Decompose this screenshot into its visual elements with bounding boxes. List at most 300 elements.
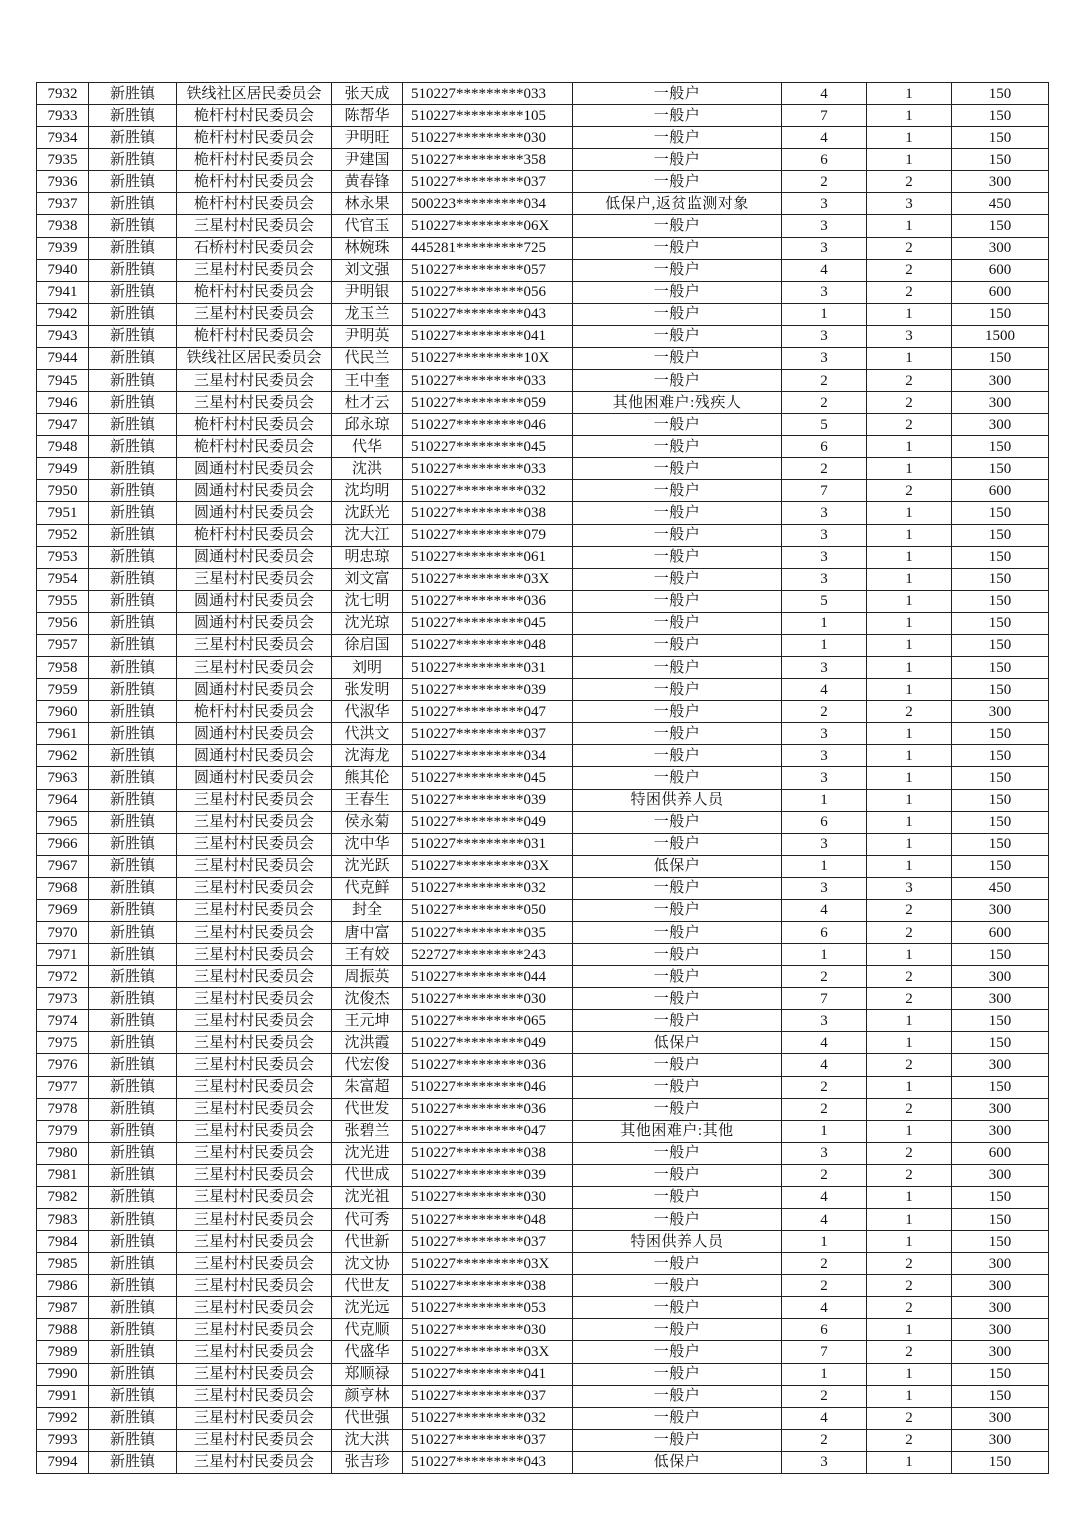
id-number-cell: 510227*********033 <box>403 83 573 105</box>
household-type-cell: 一般户 <box>573 811 782 833</box>
id-number-cell: 510227*********037 <box>403 723 573 745</box>
table-row <box>37 1253 1049 1275</box>
count-cell: 1 <box>867 1208 952 1230</box>
amount-cell: 150 <box>952 1208 1049 1230</box>
serial-number-cell: 7973 <box>37 988 89 1010</box>
count-cell: 2 <box>867 259 952 281</box>
table-row <box>37 1054 1049 1076</box>
committee-cell: 桅杆村村民委员会 <box>177 149 332 171</box>
name-cell: 侯永菊 <box>332 811 403 833</box>
committee-cell: 三星村村民委员会 <box>177 1429 332 1451</box>
town-cell: 新胜镇 <box>89 988 177 1010</box>
table-row <box>37 1231 1049 1253</box>
amount-cell: 150 <box>952 502 1049 524</box>
count-cell: 1 <box>867 679 952 701</box>
count-cell: 1 <box>867 745 952 767</box>
household-type-cell: 一般户 <box>573 568 782 590</box>
amount-cell: 300 <box>952 1275 1049 1297</box>
name-cell: 沈光远 <box>332 1297 403 1319</box>
committee-cell: 铁线社区居民委员会 <box>177 83 332 105</box>
count-cell: 2 <box>867 392 952 414</box>
id-number-cell: 510227*********033 <box>403 370 573 392</box>
serial-number-cell: 7978 <box>37 1098 89 1120</box>
serial-number-cell: 7975 <box>37 1032 89 1054</box>
amount-cell: 300 <box>952 1164 1049 1186</box>
committee-cell: 圆通村村民委员会 <box>177 612 332 634</box>
household-size-cell: 6 <box>782 436 867 458</box>
serial-number-cell: 7981 <box>37 1164 89 1186</box>
committee-cell: 三星村村民委员会 <box>177 921 332 943</box>
count-cell: 1 <box>867 1451 952 1473</box>
amount-cell: 300 <box>952 1098 1049 1120</box>
table-row <box>37 767 1049 789</box>
id-number-cell: 500223*********034 <box>403 193 573 215</box>
amount-cell: 450 <box>952 193 1049 215</box>
table-row <box>37 1363 1049 1385</box>
serial-number-cell: 7986 <box>37 1275 89 1297</box>
town-cell: 新胜镇 <box>89 414 177 436</box>
count-cell: 1 <box>867 789 952 811</box>
town-cell: 新胜镇 <box>89 1319 177 1341</box>
count-cell: 1 <box>867 127 952 149</box>
id-number-cell: 510227*********032 <box>403 877 573 899</box>
committee-cell: 圆通村村民委员会 <box>177 546 332 568</box>
serial-number-cell: 7952 <box>37 524 89 546</box>
serial-number-cell: 7994 <box>37 1451 89 1473</box>
id-number-cell: 510227*********10X <box>403 347 573 369</box>
town-cell: 新胜镇 <box>89 1297 177 1319</box>
serial-number-cell: 7947 <box>37 414 89 436</box>
household-size-cell: 3 <box>782 1010 867 1032</box>
committee-cell: 三星村村民委员会 <box>177 370 332 392</box>
household-type-cell: 一般户 <box>573 1164 782 1186</box>
committee-cell: 圆通村村民委员会 <box>177 723 332 745</box>
household-size-cell: 2 <box>782 1076 867 1098</box>
amount-cell: 150 <box>952 215 1049 237</box>
id-number-cell: 510227*********043 <box>403 303 573 325</box>
name-cell: 代世成 <box>332 1164 403 1186</box>
town-cell: 新胜镇 <box>89 259 177 281</box>
amount-cell: 150 <box>952 833 1049 855</box>
household-type-cell: 一般户 <box>573 215 782 237</box>
committee-cell: 铁线社区居民委员会 <box>177 347 332 369</box>
town-cell: 新胜镇 <box>89 215 177 237</box>
table-row <box>37 480 1049 502</box>
table-row <box>37 83 1049 105</box>
serial-number-cell: 7950 <box>37 480 89 502</box>
table-row <box>37 723 1049 745</box>
household-type-cell: 一般户 <box>573 966 782 988</box>
town-cell: 新胜镇 <box>89 1407 177 1429</box>
serial-number-cell: 7966 <box>37 833 89 855</box>
table-row <box>37 1341 1049 1363</box>
town-cell: 新胜镇 <box>89 1341 177 1363</box>
household-type-cell: 一般户 <box>573 1253 782 1275</box>
count-cell: 1 <box>867 811 952 833</box>
name-cell: 林婉珠 <box>332 237 403 259</box>
committee-cell: 三星村村民委员会 <box>177 568 332 590</box>
table-row <box>37 347 1049 369</box>
serial-number-cell: 7945 <box>37 370 89 392</box>
count-cell: 1 <box>867 590 952 612</box>
town-cell: 新胜镇 <box>89 1142 177 1164</box>
committee-cell: 圆通村村民委员会 <box>177 767 332 789</box>
town-cell: 新胜镇 <box>89 171 177 193</box>
name-cell: 沈大洪 <box>332 1429 403 1451</box>
amount-cell: 150 <box>952 855 1049 877</box>
household-size-cell: 3 <box>782 1451 867 1473</box>
amount-cell: 300 <box>952 701 1049 723</box>
committee-cell: 三星村村民委员会 <box>177 303 332 325</box>
id-number-cell: 510227*********045 <box>403 767 573 789</box>
amount-cell: 150 <box>952 149 1049 171</box>
household-type-cell: 一般户 <box>573 1076 782 1098</box>
name-cell: 黄春锋 <box>332 171 403 193</box>
household-size-cell: 4 <box>782 127 867 149</box>
id-number-cell: 510227*********036 <box>403 1098 573 1120</box>
amount-cell: 150 <box>952 1451 1049 1473</box>
town-cell: 新胜镇 <box>89 568 177 590</box>
committee-cell: 桅杆村村民委员会 <box>177 414 332 436</box>
name-cell: 刘明 <box>332 657 403 679</box>
name-cell: 代洪文 <box>332 723 403 745</box>
amount-cell: 150 <box>952 568 1049 590</box>
committee-cell: 三星村村民委员会 <box>177 1010 332 1032</box>
name-cell: 沈洪 <box>332 458 403 480</box>
town-cell: 新胜镇 <box>89 502 177 524</box>
committee-cell: 三星村村民委员会 <box>177 811 332 833</box>
town-cell: 新胜镇 <box>89 634 177 656</box>
committee-cell: 三星村村民委员会 <box>177 634 332 656</box>
count-cell: 1 <box>867 1385 952 1407</box>
household-type-cell: 一般户 <box>573 745 782 767</box>
town-cell: 新胜镇 <box>89 1231 177 1253</box>
committee-cell: 三星村村民委员会 <box>177 1275 332 1297</box>
id-number-cell: 510227*********038 <box>403 1142 573 1164</box>
household-size-cell: 1 <box>782 1363 867 1385</box>
amount-cell: 300 <box>952 1253 1049 1275</box>
count-cell: 2 <box>867 921 952 943</box>
town-cell: 新胜镇 <box>89 436 177 458</box>
household-size-cell: 4 <box>782 259 867 281</box>
household-type-cell: 一般户 <box>573 370 782 392</box>
town-cell: 新胜镇 <box>89 105 177 127</box>
id-number-cell: 510227*********056 <box>403 281 573 303</box>
household-size-cell: 6 <box>782 921 867 943</box>
serial-number-cell: 7989 <box>37 1341 89 1363</box>
count-cell: 2 <box>867 1253 952 1275</box>
table-row <box>37 833 1049 855</box>
name-cell: 代宏俊 <box>332 1054 403 1076</box>
count-cell: 1 <box>867 634 952 656</box>
table-row <box>37 590 1049 612</box>
household-type-cell: 一般户 <box>573 723 782 745</box>
committee-cell: 三星村村民委员会 <box>177 1142 332 1164</box>
amount-cell: 300 <box>952 966 1049 988</box>
id-number-cell: 510227*********039 <box>403 679 573 701</box>
committee-cell: 桅杆村村民委员会 <box>177 105 332 127</box>
count-cell: 2 <box>867 171 952 193</box>
amount-cell: 150 <box>952 745 1049 767</box>
serial-number-cell: 7971 <box>37 944 89 966</box>
household-size-cell: 3 <box>782 1142 867 1164</box>
household-type-cell: 一般户 <box>573 1010 782 1032</box>
name-cell: 沈光跃 <box>332 855 403 877</box>
household-type-cell: 一般户 <box>573 436 782 458</box>
id-number-cell: 510227*********033 <box>403 458 573 480</box>
count-cell: 3 <box>867 193 952 215</box>
serial-number-cell: 7951 <box>37 502 89 524</box>
data-table <box>36 82 1049 1474</box>
table-row <box>37 944 1049 966</box>
id-number-cell: 510227*********043 <box>403 1451 573 1473</box>
household-size-cell: 2 <box>782 701 867 723</box>
id-number-cell: 510227*********036 <box>403 1054 573 1076</box>
table-row <box>37 701 1049 723</box>
household-type-cell: 一般户 <box>573 127 782 149</box>
amount-cell: 300 <box>952 370 1049 392</box>
serial-number-cell: 7993 <box>37 1429 89 1451</box>
household-size-cell: 3 <box>782 237 867 259</box>
name-cell: 张碧兰 <box>332 1120 403 1142</box>
amount-cell: 300 <box>952 1120 1049 1142</box>
town-cell: 新胜镇 <box>89 480 177 502</box>
serial-number-cell: 7953 <box>37 546 89 568</box>
town-cell: 新胜镇 <box>89 524 177 546</box>
id-number-cell: 510227*********047 <box>403 701 573 723</box>
serial-number-cell: 7933 <box>37 105 89 127</box>
name-cell: 尹明旺 <box>332 127 403 149</box>
name-cell: 代世发 <box>332 1098 403 1120</box>
committee-cell: 三星村村民委员会 <box>177 1098 332 1120</box>
household-type-cell: 一般户 <box>573 988 782 1010</box>
count-cell: 1 <box>867 347 952 369</box>
amount-cell: 150 <box>952 127 1049 149</box>
count-cell: 1 <box>867 458 952 480</box>
table-row <box>37 502 1049 524</box>
town-cell: 新胜镇 <box>89 1451 177 1473</box>
committee-cell: 三星村村民委员会 <box>177 1319 332 1341</box>
town-cell: 新胜镇 <box>89 966 177 988</box>
amount-cell: 150 <box>952 944 1049 966</box>
count-cell: 1 <box>867 568 952 590</box>
table-body <box>37 83 1049 1474</box>
id-number-cell: 510227*********037 <box>403 1385 573 1407</box>
serial-number-cell: 7942 <box>37 303 89 325</box>
table-row <box>37 1164 1049 1186</box>
household-type-cell: 一般户 <box>573 83 782 105</box>
committee-cell: 三星村村民委员会 <box>177 392 332 414</box>
name-cell: 代克鲜 <box>332 877 403 899</box>
serial-number-cell: 7988 <box>37 1319 89 1341</box>
amount-cell: 150 <box>952 524 1049 546</box>
household-type-cell: 一般户 <box>573 1208 782 1230</box>
committee-cell: 圆通村村民委员会 <box>177 458 332 480</box>
household-size-cell: 2 <box>782 171 867 193</box>
serial-number-cell: 7940 <box>37 259 89 281</box>
committee-cell: 圆通村村民委员会 <box>177 480 332 502</box>
household-size-cell: 1 <box>782 944 867 966</box>
table-row <box>37 259 1049 281</box>
name-cell: 明忠琼 <box>332 546 403 568</box>
count-cell: 2 <box>867 281 952 303</box>
household-type-cell: 一般户 <box>573 1407 782 1429</box>
id-number-cell: 510227*********037 <box>403 1429 573 1451</box>
serial-number-cell: 7935 <box>37 149 89 171</box>
name-cell: 徐启国 <box>332 634 403 656</box>
name-cell: 代克顺 <box>332 1319 403 1341</box>
household-type-cell: 低保户,返贫监测对象 <box>573 193 782 215</box>
name-cell: 代世友 <box>332 1275 403 1297</box>
name-cell: 王元坤 <box>332 1010 403 1032</box>
committee-cell: 三星村村民委员会 <box>177 789 332 811</box>
count-cell: 1 <box>867 1076 952 1098</box>
town-cell: 新胜镇 <box>89 921 177 943</box>
household-type-cell: 低保户 <box>573 855 782 877</box>
household-size-cell: 5 <box>782 414 867 436</box>
name-cell: 沈洪霞 <box>332 1032 403 1054</box>
serial-number-cell: 7932 <box>37 83 89 105</box>
household-type-cell: 一般户 <box>573 767 782 789</box>
amount-cell: 150 <box>952 789 1049 811</box>
serial-number-cell: 7944 <box>37 347 89 369</box>
amount-cell: 150 <box>952 1385 1049 1407</box>
table-row <box>37 966 1049 988</box>
count-cell: 1 <box>867 215 952 237</box>
count-cell: 2 <box>867 1098 952 1120</box>
count-cell: 2 <box>867 988 952 1010</box>
amount-cell: 300 <box>952 237 1049 259</box>
serial-number-cell: 7934 <box>37 127 89 149</box>
committee-cell: 三星村村民委员会 <box>177 1451 332 1473</box>
name-cell: 龙玉兰 <box>332 303 403 325</box>
table-row <box>37 568 1049 590</box>
count-cell: 1 <box>867 612 952 634</box>
table-row <box>37 1319 1049 1341</box>
household-size-cell: 2 <box>782 1275 867 1297</box>
household-type-cell: 一般户 <box>573 325 782 347</box>
table-row <box>37 1429 1049 1451</box>
household-type-cell: 一般户 <box>573 458 782 480</box>
count-cell: 1 <box>867 502 952 524</box>
count-cell: 2 <box>867 1297 952 1319</box>
household-type-cell: 一般户 <box>573 944 782 966</box>
household-type-cell: 一般户 <box>573 414 782 436</box>
name-cell: 陈帮华 <box>332 105 403 127</box>
town-cell: 新胜镇 <box>89 944 177 966</box>
count-cell: 1 <box>867 303 952 325</box>
town-cell: 新胜镇 <box>89 1385 177 1407</box>
serial-number-cell: 7937 <box>37 193 89 215</box>
id-number-cell: 510227*********03X <box>403 855 573 877</box>
household-size-cell: 2 <box>782 1098 867 1120</box>
committee-cell: 圆通村村民委员会 <box>177 679 332 701</box>
serial-number-cell: 7967 <box>37 855 89 877</box>
count-cell: 1 <box>867 436 952 458</box>
id-number-cell: 510227*********049 <box>403 811 573 833</box>
town-cell: 新胜镇 <box>89 392 177 414</box>
town-cell: 新胜镇 <box>89 1208 177 1230</box>
serial-number-cell: 7991 <box>37 1385 89 1407</box>
household-size-cell: 3 <box>782 745 867 767</box>
name-cell: 代淑华 <box>332 701 403 723</box>
household-size-cell: 1 <box>782 789 867 811</box>
committee-cell: 三星村村民委员会 <box>177 1120 332 1142</box>
table-row <box>37 1275 1049 1297</box>
household-size-cell: 3 <box>782 281 867 303</box>
amount-cell: 150 <box>952 1231 1049 1253</box>
count-cell: 2 <box>867 1429 952 1451</box>
table-row <box>37 1098 1049 1120</box>
amount-cell: 450 <box>952 877 1049 899</box>
table-row <box>37 1385 1049 1407</box>
household-size-cell: 1 <box>782 1231 867 1253</box>
name-cell: 王中奎 <box>332 370 403 392</box>
town-cell: 新胜镇 <box>89 458 177 480</box>
committee-cell: 三星村村民委员会 <box>177 1385 332 1407</box>
household-size-cell: 7 <box>782 480 867 502</box>
amount-cell: 300 <box>952 392 1049 414</box>
count-cell: 3 <box>867 325 952 347</box>
household-size-cell: 1 <box>782 1120 867 1142</box>
town-cell: 新胜镇 <box>89 877 177 899</box>
amount-cell: 150 <box>952 634 1049 656</box>
committee-cell: 三星村村民委员会 <box>177 1341 332 1363</box>
id-number-cell: 510227*********030 <box>403 988 573 1010</box>
household-type-cell: 一般户 <box>573 634 782 656</box>
household-type-cell: 一般户 <box>573 259 782 281</box>
serial-number-cell: 7957 <box>37 634 89 656</box>
count-cell: 2 <box>867 1054 952 1076</box>
count-cell: 1 <box>867 657 952 679</box>
serial-number-cell: 7969 <box>37 899 89 921</box>
household-size-cell: 2 <box>782 966 867 988</box>
committee-cell: 三星村村民委员会 <box>177 988 332 1010</box>
town-cell: 新胜镇 <box>89 1098 177 1120</box>
table-row <box>37 657 1049 679</box>
household-size-cell: 3 <box>782 877 867 899</box>
household-size-cell: 6 <box>782 1319 867 1341</box>
id-number-cell: 510227*********030 <box>403 1186 573 1208</box>
serial-number-cell: 7962 <box>37 745 89 767</box>
amount-cell: 150 <box>952 767 1049 789</box>
name-cell: 尹明银 <box>332 281 403 303</box>
table-row <box>37 524 1049 546</box>
household-type-cell: 一般户 <box>573 502 782 524</box>
amount-cell: 150 <box>952 657 1049 679</box>
id-number-cell: 510227*********037 <box>403 171 573 193</box>
name-cell: 周振英 <box>332 966 403 988</box>
town-cell: 新胜镇 <box>89 237 177 259</box>
amount-cell: 600 <box>952 259 1049 281</box>
household-size-cell: 3 <box>782 325 867 347</box>
id-number-cell: 510227*********059 <box>403 392 573 414</box>
name-cell: 颜亨林 <box>332 1385 403 1407</box>
name-cell: 沈光祖 <box>332 1186 403 1208</box>
name-cell: 沈均明 <box>332 480 403 502</box>
town-cell: 新胜镇 <box>89 1032 177 1054</box>
id-number-cell: 510227*********045 <box>403 612 573 634</box>
id-number-cell: 510227*********03X <box>403 1341 573 1363</box>
table-row <box>37 149 1049 171</box>
id-number-cell: 510227*********048 <box>403 634 573 656</box>
household-type-cell: 一般户 <box>573 237 782 259</box>
name-cell: 沈俊杰 <box>332 988 403 1010</box>
id-number-cell: 510227*********047 <box>403 1120 573 1142</box>
table-row <box>37 392 1049 414</box>
household-type-cell: 一般户 <box>573 171 782 193</box>
name-cell: 张发明 <box>332 679 403 701</box>
